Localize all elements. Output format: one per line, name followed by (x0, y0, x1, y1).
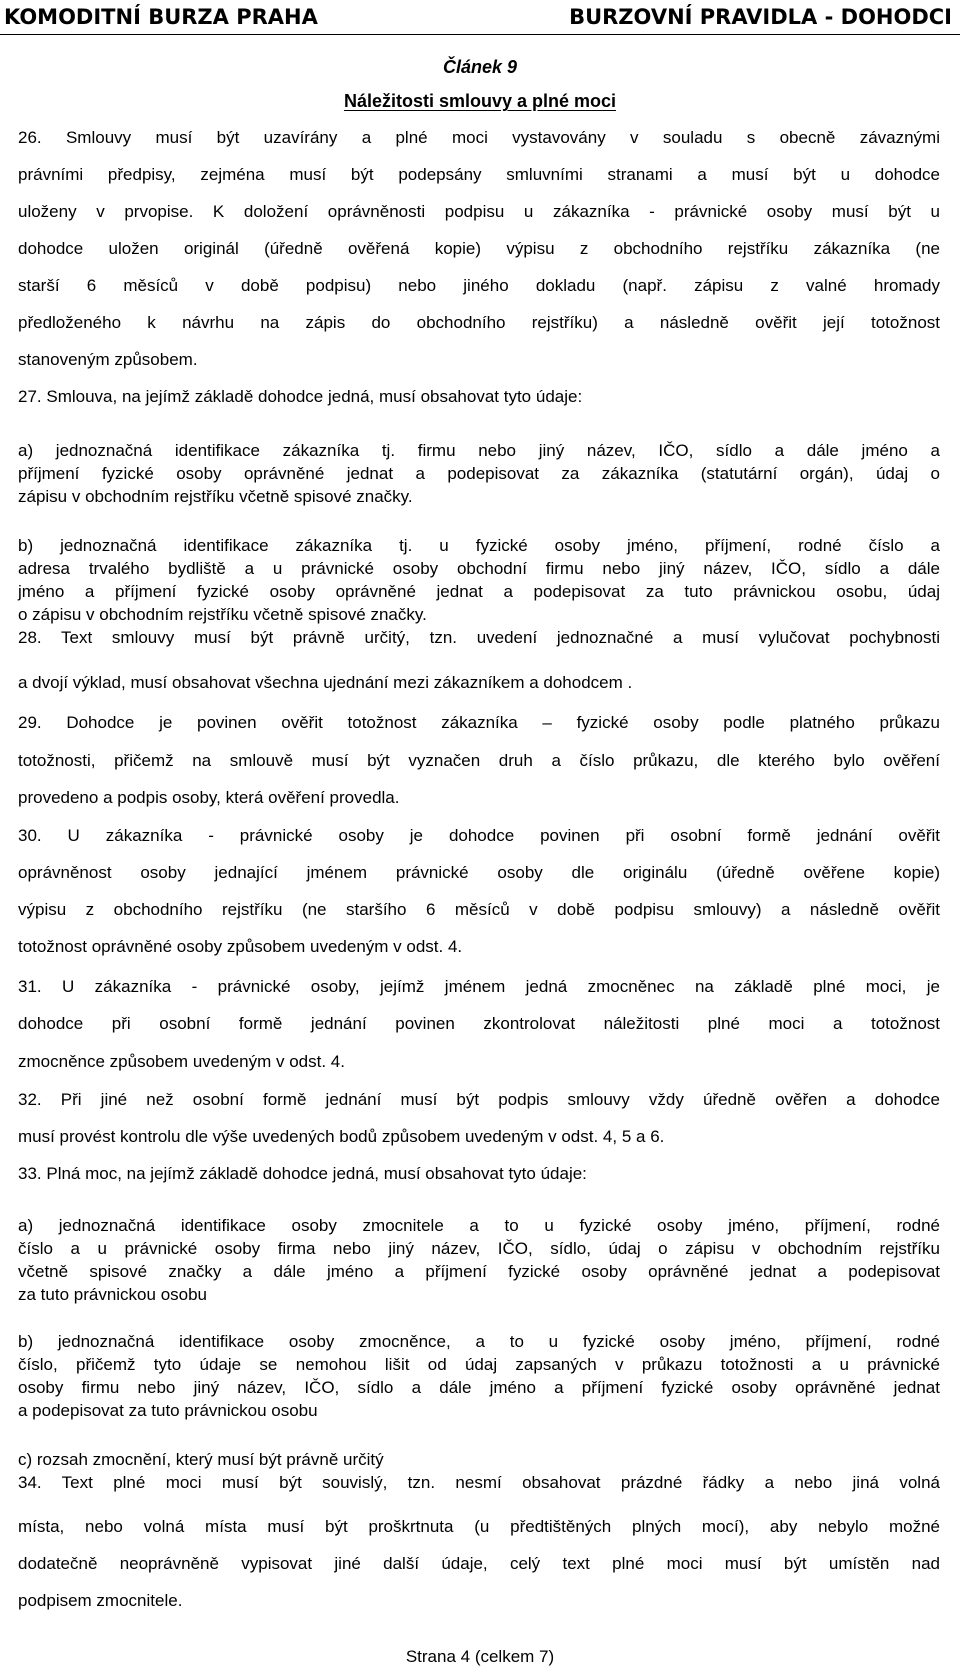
paragraph-26-line-1: 26. Smlouvy musí být uzavírány a plné moci vystavovány v souladu s obecně závaznými (18, 128, 940, 147)
paragraph-33-item-a-line-4: za tuto právnickou osobu (18, 1285, 208, 1304)
paragraph-28-line-2: a dvojí výklad, musí obsahovat všechna ujednání mezi zákazníkem a dohodcem . (18, 673, 633, 692)
page-header (0, 0, 960, 35)
paragraph-31-line-1: 31. U zákazníka - právnické osoby, jejímž jménem jedná zmocněnec na základě plné moci, je (18, 977, 940, 996)
paragraph-32-line-1: 32. Při jiné než osobní formě jednání musí být podpis smlouvy vždy úředně ověřen a dohodce (18, 1090, 940, 1109)
paragraph-34-line-4: podpisem zmocnitele. (18, 1591, 183, 1610)
paragraph-32-line-2: musí provést kontrolu dle výše uvedených bodů způsobem uvedeným v odst. 4, 5 a 6. (18, 1127, 665, 1146)
paragraph-29-line-2: totožnosti, přičemž na smlouvě musí být vyznačen druh a číslo průkazu, dle kterého bylo ověření (18, 751, 940, 770)
paragraph-30-line-2: oprávněnost osoby jednající jménem právnické osoby dle originálu (úředně ověřene kopie) (18, 863, 940, 882)
page-number: Strana 4 (celkem 7) (405, 1647, 555, 1666)
paragraph-27-item-b-line-1: b) jednoznačná identifikace zákazníka tj. u fyzické osoby jméno, příjmení, rodné číslo a (18, 536, 940, 555)
paragraph-29-line-3: provedeno a podpis osoby, která ověření provedla. (18, 788, 400, 807)
paragraph-26-line-4: dohodce uložen originál (úředně ověřená kopie) výpisu z obchodního rejstříku zákazníka (ne (18, 239, 940, 258)
paragraph-27-item-a-line-1: a) jednoznačná identifikace zákazníka tj. firmu nebo jiný název, IČO, sídlo a dále jméno a (18, 441, 940, 460)
header-exchange-name: KOMODITNÍ BURZA PRAHA (4, 5, 318, 29)
paragraph-33-item-b-line-3: osoby firmu nebo jiný název, IČO, sídlo a dále jméno a příjmení fyzické osoby oprávněné jednat (18, 1378, 940, 1397)
paragraph-26-line-2: právními předpisy, zejména musí být podepsány smluvními stranami a musí být u dohodce (18, 165, 940, 184)
paragraph-34-line-2: místa, nebo volná místa musí být proškrtnuta (u předtištěných plných mocí), aby nebylo možné (18, 1517, 940, 1536)
paragraph-33-item-c-line-1: c) rozsah zmocnění, který musí být právně určitý (18, 1450, 384, 1469)
paragraph-27-item-a-line-3: zápisu v obchodním rejstříku včetně spisové značky. (18, 487, 413, 506)
paragraph-33-item-a-line-1: a) jednoznačná identifikace osoby zmocnitele a to u fyzické osoby jméno, příjmení, rodné (18, 1216, 940, 1235)
paragraph-33-line-1: 33. Plná moc, na jejímž základě dohodce jedná, musí obsahovat tyto údaje: (18, 1164, 587, 1183)
paragraph-27-line-1: 27. Smlouva, na jejímž základě dohodce jedná, musí obsahovat tyto údaje: (18, 387, 583, 406)
paragraph-33-item-b-line-2: číslo, přičemž tyto údaje se nemohou lišit od údaj zapsaných v průkazu totožnosti a u právnické (18, 1355, 940, 1374)
paragraph-31-line-2: dohodce při osobní formě jednání povinen zkontrolovat náležitosti plné moci a totožnost (18, 1014, 940, 1033)
article-title-text: Náležitosti smlouvy a plné moci (343, 91, 617, 111)
paragraph-31-line-3: zmocněnce způsobem uvedeným v odst. 4. (18, 1052, 345, 1071)
paragraph-26-line-5: starší 6 měsíců v době podpisu) nebo jiného dokladu (např. zápisu z valné hromady (18, 276, 940, 295)
article-title (0, 91, 960, 112)
paragraph-34-line-1: 34. Text plné moci musí být souvislý, tzn. nesmí obsahovat prázdné řádky a nebo jiná volná (18, 1473, 940, 1492)
paragraph-33-item-a-line-2: číslo a u právnické osoby firma nebo jiný název, IČO, sídlo, údaj o zápisu v obchodním rejstříku (18, 1239, 940, 1258)
paragraph-27-item-a-line-2: příjmení fyzické osoby oprávněné jednat a podepisovat za zákazníka (statutární orgán), údaj o (18, 464, 940, 483)
paragraph-27-item-b-line-2: adresa trvalého bydliště a u právnické osoby obchodní firmu nebo jiný název, IČO, sídlo a dále (18, 559, 940, 578)
paragraph-27-item-b-line-4: o zápisu v obchodním rejstříku včetně spisové značky. (18, 605, 427, 624)
paragraph-33-item-a-line-3: včetně spisové značky a dále jméno a příjmení fyzické osoby oprávněné jednat a podepisovat (18, 1262, 940, 1281)
paragraph-30-line-3: výpisu z obchodního rejstříku (ne staršího 6 měsíců v době podpisu smlouvy) a následně ověřit (18, 900, 940, 919)
paragraph-26-line-7: stanoveným způsobem. (18, 350, 198, 369)
paragraph-34-line-3: dodatečně neoprávněně vypisovat jiné další údaje, celý text plné moci musí být umístěn nad (18, 1554, 940, 1573)
paragraph-30-line-1: 30. U zákazníka - právnické osoby je dohodce povinen při osobní formě jednání ověřit (18, 826, 940, 845)
paragraph-28-line-1: 28. Text smlouvy musí být právně určitý, tzn. uvedení jednoznačné a musí vylučovat pochybnosti (18, 628, 940, 647)
article-number: Článek 9 (442, 57, 518, 77)
paragraph-26-line-3: uloženy v prvopise. K doložení oprávněnosti podpisu u zákazníka - právnické osoby musí být u (18, 202, 940, 221)
paragraph-27-item-b-line-3: jméno a příjmení fyzické osoby oprávněné jednat a podepisovat za tuto právnickou osobu, údaj (18, 582, 940, 601)
paragraph-26-line-6: předloženého k návrhu na zápis do obchodního rejstříku) a následně ověřit její totožnost (18, 313, 940, 332)
paragraph-33-item-b-line-4: a podepisovat za tuto právnickou osobu (18, 1401, 318, 1420)
paragraph-29-line-1: 29. Dohodce je povinen ověřit totožnost zákazníka – fyzické osoby podle platného průkazu (18, 713, 940, 732)
paragraph-33-item-b-line-1: b) jednoznačná identifikace osoby zmocněnce, a to u fyzické osoby jméno, příjmení, rodné (18, 1332, 940, 1351)
header-document-title: BURZOVNÍ PRAVIDLA - DOHODCI (569, 5, 952, 29)
paragraph-30-line-4: totožnost oprávněné osoby způsobem uvedeným v odst. 4. (18, 937, 463, 956)
